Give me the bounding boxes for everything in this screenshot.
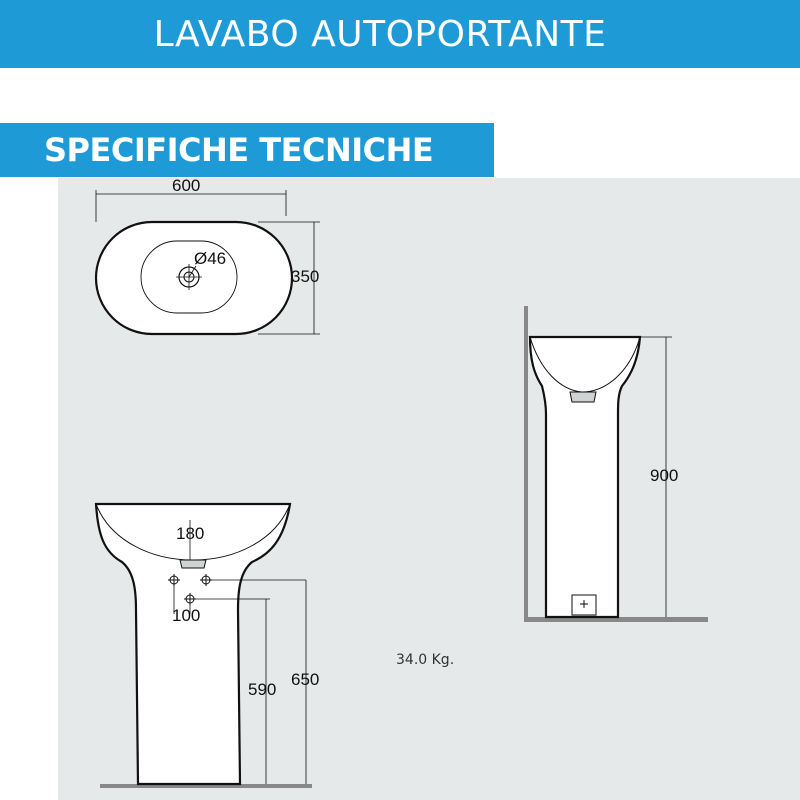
section-title: SPECIFICHE TECNICHE: [44, 131, 434, 169]
wall-line-side: [524, 306, 528, 622]
drain-fitting-front: [180, 560, 206, 568]
pedestal-outline-front: [96, 504, 290, 784]
dim-height-590: 590: [248, 680, 277, 699]
dim-height-650: 650: [291, 670, 320, 689]
dim-width-600: 600: [172, 176, 201, 195]
page-title: LAVABO AUTOPORTANTE: [153, 14, 607, 55]
front-view: [96, 504, 312, 788]
dim-spacing-100: 100: [172, 606, 201, 625]
dim-drain-diameter: Ø46: [194, 249, 227, 268]
dim-depth-350: 350: [291, 267, 320, 286]
dim-drain-height-180: 180: [176, 524, 205, 543]
weight-label: 34.0 Kg.: [396, 652, 455, 668]
dim-height-900: 900: [650, 466, 679, 485]
pedestal-outline-side: [530, 337, 640, 617]
side-view: [524, 306, 708, 622]
drain-fitting-side: [570, 392, 596, 402]
